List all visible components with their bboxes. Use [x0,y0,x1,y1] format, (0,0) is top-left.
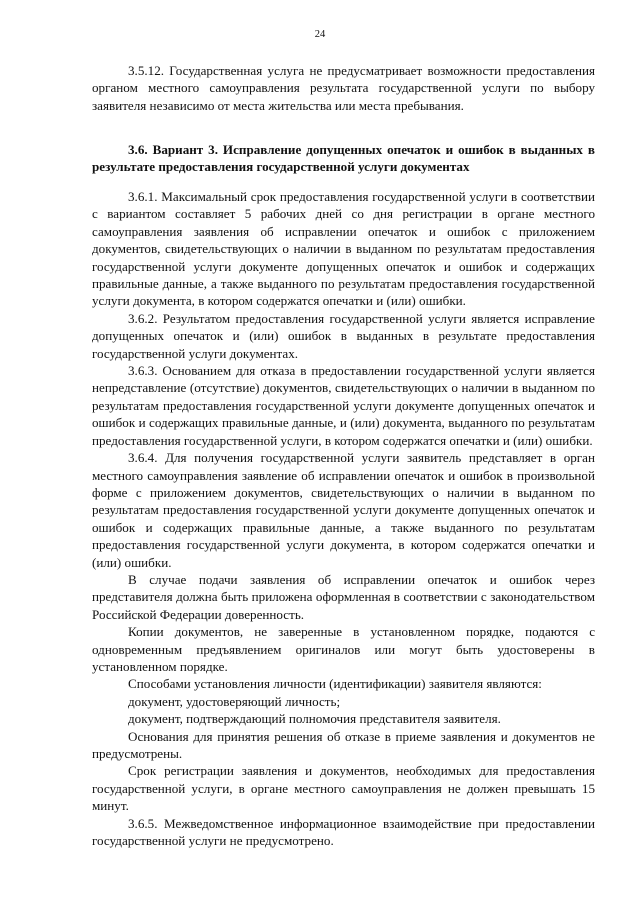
list-item-authority-document: документ, подтверждающий полномочия представителя заявителя. [128,711,501,727]
paragraph-registration-term: Срок регистрации заявления и документов, необходимых для предоставления государственной услуги, в органе местного самоуправления не должен превышать 15 минут. [92,763,595,814]
paragraph-3-6-2: 3.6.2. Результатом предоставления государственной услуги является исправление допущенных опечаток и (или) ошибок в выданных в результате предоставления государственной услуги документах. [92,310,595,361]
paragraph-representative: В случае подачи заявления об исправлении опечаток и ошибок через представителя должна быть приложена оформленная в соответствии с законодательством Российской Федерации доверенность. [92,571,595,622]
paragraph-3-6-3: 3.6.3. Основанием для отказа в предоставлении государственной услуги является непредставление (отсутствие) документов, свидетельствующих о наличии в выданном по результатам предоставления государственной услуги документе допущенных опечаток и ошибок и содержащих правильные данные, и (или) документа, выданного по результатам предоставления государственной услуги, в котором содержатся опечатки и (или) ошибки. [92,363,595,448]
paragraph: 3.5.12. Государственная услуга не предусматривает возможности предоставления органом местного самоуправления результата государственной услуги по выбору заявителя независимо от места жительства или места пребывания. [92,63,595,113]
section-3-5-12 [92,62,595,114]
paragraph-3-6-5: 3.6.5. Межведомственное информационное взаимодействие при предоставлении государственной услуги не предусмотрено. [92,815,595,849]
section-heading [92,141,595,176]
paragraph-copies: Копии документов, не заверенные в установленном порядке, подаются с одновременным предъявлением оригиналов или могут быть удостоверены в установленном порядке. [92,624,595,674]
section-body [92,188,595,849]
paragraph-refusal-grounds: Основания для принятия решения об отказе в приеме заявления и документов не предусмотрены. [92,728,595,761]
page-number: 24 [314,29,326,40]
paragraph-3-6-4: 3.6.4. Для получения государственной услуги заявитель представляет в орган местного самоуправления заявление об исправлении опечаток и ошибок в произвольной форме с приложением документов, свидетельствующих о наличии в выданном по результатам предоставления государственной услуги документе допущенных опечаток и ошибок и содержащих правильные данные, а также выданного по результатам предоставления государственной услуги документа, в котором содержатся опечатки и (или) ошибки. [92,450,595,570]
heading-3-6: 3.6. Вариант 3. Исправление допущенных опечаток и ошибок в выданных в результате предоставления государственной услуги документах [92,142,595,175]
paragraph-identification: Способами установления личности (идентификации) заявителя являются: [128,676,542,692]
list-item-id-document: документ, удостоверяющий личность; [128,693,341,709]
paragraph-3-6-1: 3.6.1. Максимальный срок предоставления государственной услуги в соответствии с вариантом составляет 5 рабочих дней со дня регистрации в органе местного самоуправления заявления об исправлении опечаток и ошибок с приложением документов, свидетельствующих о наличии в выданном по результатам предоставления государственной услуги документе допущенных опечаток и ошибок и содержащих правильные данные, а также выданного по результатам предоставления государственной услуги документа, в котором содержатся опечатки и (или) ошибки. [92,189,595,309]
